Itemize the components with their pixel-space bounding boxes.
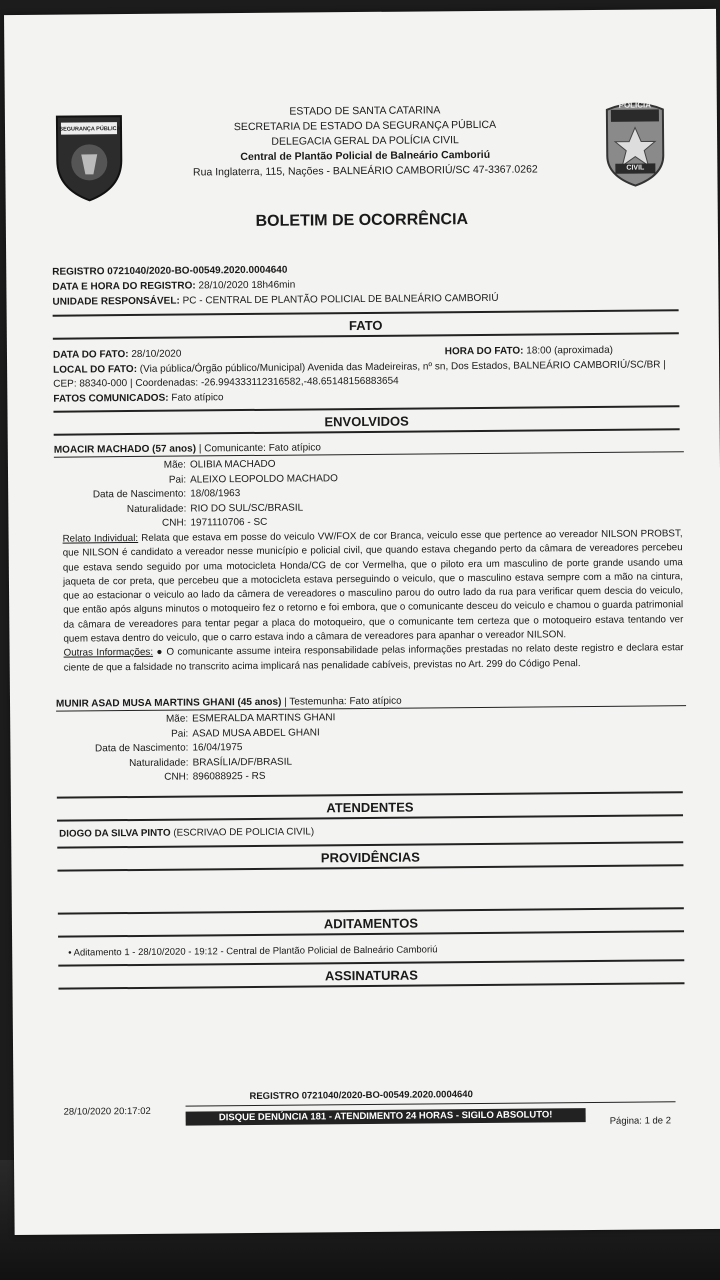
p1-field-value: 1971110706 - SC: [190, 516, 268, 529]
relato-text: Relata que estava em posse do veiculo VW/FOX de cor Branca, veiculo esse que pertence ao vereador NILSON PROBST, que NILSON é candidato a vereador nesse município e policial civil, que quando estava chegando perto da câmara de vereadores percebeu que estava sendo seguido por uma motocicleta Honda/CG de cor Vermelha, que o piloto era um masculino de porte grande usando uma jaqueta de cor preta, que percebeu que a motocicleta estava perseguindo o veiculo, que o masculino estava sempre com a mão na cintura, que ao estacionar o veiculo ao lado da câmera de vereadores o masculino parou do outro lado da rua para verificar quem descia do veiculo, que então após alguns minutos o motoqueiro fez o retorno e foi embora, que o comunicante desceu do veiculo e chamou o guarda patrimonial da câmara de vereadores para tentar pegar a placa do motoqueiro, que o comunicante tem certeza que o motoqueiro estava tentando ver quem estava dentro do veiculo, que o carro estava indo a câmara de vereadores para apanhar o vereador NILSON.: [62, 528, 684, 645]
p1-field-value: RIO DO SUL/SC/BRASIL: [190, 502, 304, 514]
footer-timestamp: 28/10/2020 20:17:02: [63, 1105, 151, 1118]
document-title: BOLETIM DE OCORRÊNCIA: [255, 211, 469, 230]
relato-block: [63, 527, 684, 675]
atendente-role: (ESCRIVAO DE POLICIA CIVIL): [173, 826, 315, 839]
person1-name: MOACIR MACHADO (57 anos): [53, 443, 197, 456]
data-fato-label: DATA DO FATO:: [52, 349, 129, 361]
section-fato: [53, 309, 679, 339]
fatos-comunicados-value: Fato atípico: [171, 391, 224, 404]
p2-field-value: 16/04/1975: [192, 742, 243, 754]
section-providencias: [57, 841, 683, 871]
hora-fato-label: HORA DO FATO:: [444, 345, 524, 358]
p1-field-label: CNH:: [161, 517, 187, 529]
data-hora-value: 28/10/2020 18h46min: [198, 279, 296, 292]
section-assinaturas-title: ASSINATURAS: [324, 967, 418, 984]
section-fato-title: FATO: [348, 317, 383, 334]
fatos-comunicados-label: FATOS COMUNICADOS:: [53, 392, 169, 405]
person-testemunha: [56, 693, 687, 786]
header-secretaria: SECRETARIA DE ESTADO DA SEGURANÇA PÚBLICA: [233, 118, 497, 134]
section-atendentes-title: ATENDENTES: [326, 799, 414, 816]
p1-field-value: ALEIXO LEOPOLDO MACHADO: [190, 472, 338, 486]
p1-field-label: Mãe:: [163, 459, 186, 471]
document-header: [155, 102, 576, 181]
badge-top-text: POLÍCIA: [618, 100, 652, 110]
disque-denuncia-banner: DISQUE DENÚNCIA 181 - ATENDIMENTO 24 HORAS - SIGILO ABSOLUTO!: [186, 1108, 586, 1125]
outras-informacoes-text: ● O comunicante assume inteira responsabilidade pelas informações prestadas no relato deste registro e declara estar ciente de que a falsidade no transcrito acima implicará nas penalidade cabíveis, previstas no Art. 299 do Código Penal.: [63, 642, 684, 674]
page-number: Página: 1 de 2: [609, 1115, 672, 1127]
cep-coordenadas: CEP: 88340-000 | Coordenadas: -26.994333112316582,-48.65148156883654: [53, 375, 399, 390]
header-central: Central de Plantão Policial de Balneário Camboriú: [240, 148, 491, 164]
person-comunicante: [54, 439, 685, 532]
document-page: [4, 9, 720, 1235]
data-hora-label: DATA E HORA DO REGISTRO:: [52, 280, 196, 293]
atendente-entry: [59, 826, 314, 839]
footer-divider: [186, 1101, 676, 1106]
p1-field-value: OLIBIA MACHADO: [189, 458, 276, 471]
section-providencias-title: PROVIDÊNCIAS: [320, 849, 420, 866]
p2-field-label: CNH:: [164, 771, 189, 783]
unidade-label: UNIDADE RESPONSÁVEL:: [52, 295, 180, 308]
badge-bottom-text: CIVIL: [626, 164, 645, 172]
data-fato-value: 28/10/2020: [131, 348, 182, 361]
person2-role: | Testemunha: Fato atípico: [284, 695, 402, 708]
header-state: ESTADO DE SANTA CATARINA: [289, 104, 441, 118]
person1-role: | Comunicante: Fato atípico: [198, 442, 321, 455]
p2-field-label: Pai:: [171, 728, 189, 740]
footer-registro: REGISTRO 0721040/2020-BO-00549.2020.0004640: [249, 1089, 473, 1103]
header-delegacia: DELEGACIA GERAL DA POLÍCIA CIVIL: [271, 134, 459, 148]
p2-field-value: ESMERALDA MARTINS GHANI: [192, 712, 336, 725]
section-atendentes: [57, 791, 683, 821]
unidade-value: PC - CENTRAL DE PLANTÃO POLICIAL DE BALNEÁRIO CAMBORIÚ: [182, 292, 499, 307]
person2-name: MUNIR ASAD MUSA MARTINS GHANI (45 anos): [55, 696, 282, 710]
p1-field-label: Naturalidade:: [126, 503, 187, 515]
p2-field-value: BRASÍLIA/DF/BRASIL: [192, 756, 293, 768]
seguranca-publica-logo: [53, 110, 126, 203]
local-fato-value: (Via pública/Órgão público/Municipal) Avenida das Madeireiras, nº sn, Dos Estados, BALNEÁRIO CAMBORIÚ/SC/BR |: [139, 358, 666, 375]
local-fato-label: LOCAL DO FATO:: [53, 363, 138, 376]
outras-informacoes-label: Outras Informações:: [63, 647, 154, 659]
fato-details: [53, 343, 683, 406]
section-envolvidos-title: ENVOLVIDOS: [324, 413, 409, 430]
header-address: Rua Inglaterra, 115, Nações - BALNEÁRIO CAMBORIÚ/SC 47-3367.0262: [192, 163, 538, 179]
p1-field-label: Pai:: [168, 474, 187, 486]
p2-field-label: Naturalidade:: [129, 757, 189, 769]
section-aditamentos: [58, 907, 684, 937]
hora-fato-value: 18:00 (aproximada): [526, 344, 614, 357]
registro-number: REGISTRO 0721040/2020-BO-00549.2020.0004640: [52, 264, 288, 278]
atendente-name: DIOGO DA SILVA PINTO: [59, 827, 171, 840]
p2-field-value: ASAD MUSA ABDEL GHANI: [192, 726, 320, 739]
section-envolvidos: [53, 405, 679, 435]
registro-block: [52, 261, 498, 310]
p1-field-value: 18/08/1963: [190, 488, 241, 500]
relato-label: Relato Individual:: [62, 532, 139, 545]
aditamento-item: • Aditamento 1 - 28/10/2020 - 19:12 - Central de Plantão Policial de Balneário Camboriú: [68, 944, 438, 959]
logo-left-text: SEGURANÇA PÚBLICA: [59, 126, 121, 133]
p1-field-label: Data de Nascimento:: [92, 488, 187, 501]
p2-field-label: Mãe:: [165, 713, 189, 725]
p2-field-value: 896088925 - RS: [192, 770, 266, 783]
section-aditamentos-title: ADITAMENTOS: [323, 915, 419, 932]
p2-field-label: Data de Nascimento:: [94, 742, 189, 755]
section-assinaturas: [58, 959, 684, 989]
